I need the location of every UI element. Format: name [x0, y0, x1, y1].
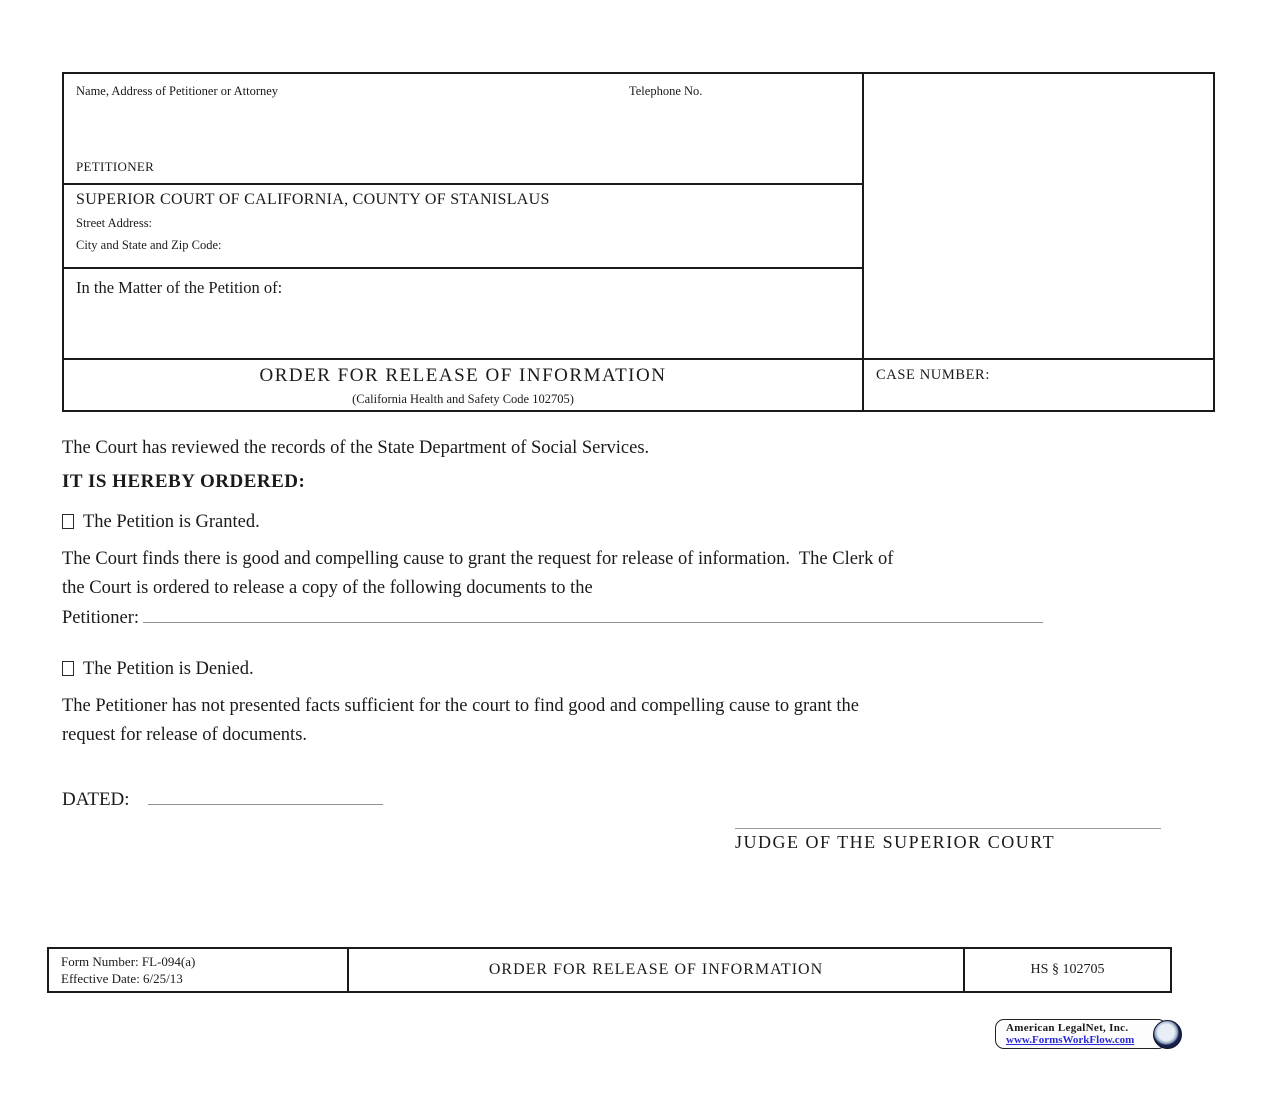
branding-company-name: American LegalNet, Inc. [1006, 1022, 1129, 1034]
form-footer-table [47, 947, 1172, 993]
american-legalnet-branding [995, 1019, 1191, 1051]
court-info-cell [64, 185, 862, 267]
granted-text-line-2: the Court is ordered to release a copy of the following documents to the [62, 578, 593, 598]
footer-form-number: Form Number: FL-094(a) [61, 954, 196, 969]
footer-title-cell [349, 949, 965, 991]
ordered-heading: IT IS HEREBY ORDERED: [62, 470, 306, 492]
globe-icon [1153, 1020, 1182, 1049]
order-body [62, 434, 1190, 751]
petition-denied-checkbox[interactable] [62, 661, 74, 676]
footer-title: ORDER FOR RELEASE OF INFORMATION [488, 961, 824, 978]
denied-text-line-2: request for release of documents. [62, 725, 308, 745]
form-header-table [62, 72, 1215, 412]
case-number-label: CASE NUMBER: [876, 367, 990, 383]
judge-signature-line[interactable] [735, 828, 1161, 829]
case-number-cell[interactable] [864, 360, 1213, 410]
matter-cell[interactable] [64, 269, 862, 358]
name-address-label: Name, Address of Petitioner or Attorney [76, 84, 279, 98]
petition-granted-label: The Petition is Granted. [83, 512, 260, 532]
granted-text-line-1: The Court finds there is good and compelling cause to grant the request for release of information. The Clerk of [62, 548, 894, 569]
denied-text-line-1: The Petitioner has not presented facts sufficient for the court to find good and compelling cause to grant the [62, 695, 859, 716]
telephone-label: Telephone No. [629, 84, 703, 98]
branding-box [995, 1019, 1167, 1049]
footer-code: HS § 102705 [1030, 962, 1105, 977]
street-address-label: Street Address: [76, 216, 153, 230]
intro-text: The Court has reviewed the records of the State Department of Social Services. [62, 438, 650, 458]
footer-form-info-cell [49, 949, 349, 991]
matter-label: In the Matter of the Petition of: [76, 278, 283, 297]
city-state-zip-label: City and State and Zip Code: [76, 238, 222, 252]
judge-label: JUDGE OF THE SUPERIOR COURT [735, 832, 1056, 852]
petitioner-label: PETITIONER [76, 159, 155, 174]
petitioner-info-cell[interactable] [64, 74, 862, 183]
petition-denied-label: The Petition is Denied. [83, 659, 254, 679]
court-use-blank-cell [864, 74, 1213, 358]
court-title: SUPERIOR COURT OF CALIFORNIA, COUNTY OF STANISLAUS [76, 191, 550, 208]
footer-effective-date: Effective Date: 6/25/13 [61, 971, 183, 986]
form-title: ORDER FOR RELEASE OF INFORMATION [259, 365, 667, 386]
petitioner-fill-label: Petitioner: [62, 607, 140, 628]
petitioner-fill-line[interactable] [143, 604, 1043, 623]
dated-fill-line[interactable] [148, 786, 383, 805]
footer-code-cell [965, 949, 1170, 991]
petition-granted-option [62, 508, 1190, 538]
petition-denied-option [62, 655, 1190, 685]
form-subtitle: (California Health and Safety Code 102705) [352, 392, 574, 406]
judge-signature-block [735, 828, 1161, 853]
form-title-cell [64, 360, 862, 410]
petition-granted-checkbox[interactable] [62, 514, 74, 529]
petitioner-fill-row [62, 604, 1190, 634]
dated-row [62, 786, 383, 811]
branding-url-link[interactable]: www.FormsWorkFlow.com [1006, 1034, 1135, 1046]
dated-label: DATED: [62, 789, 130, 810]
